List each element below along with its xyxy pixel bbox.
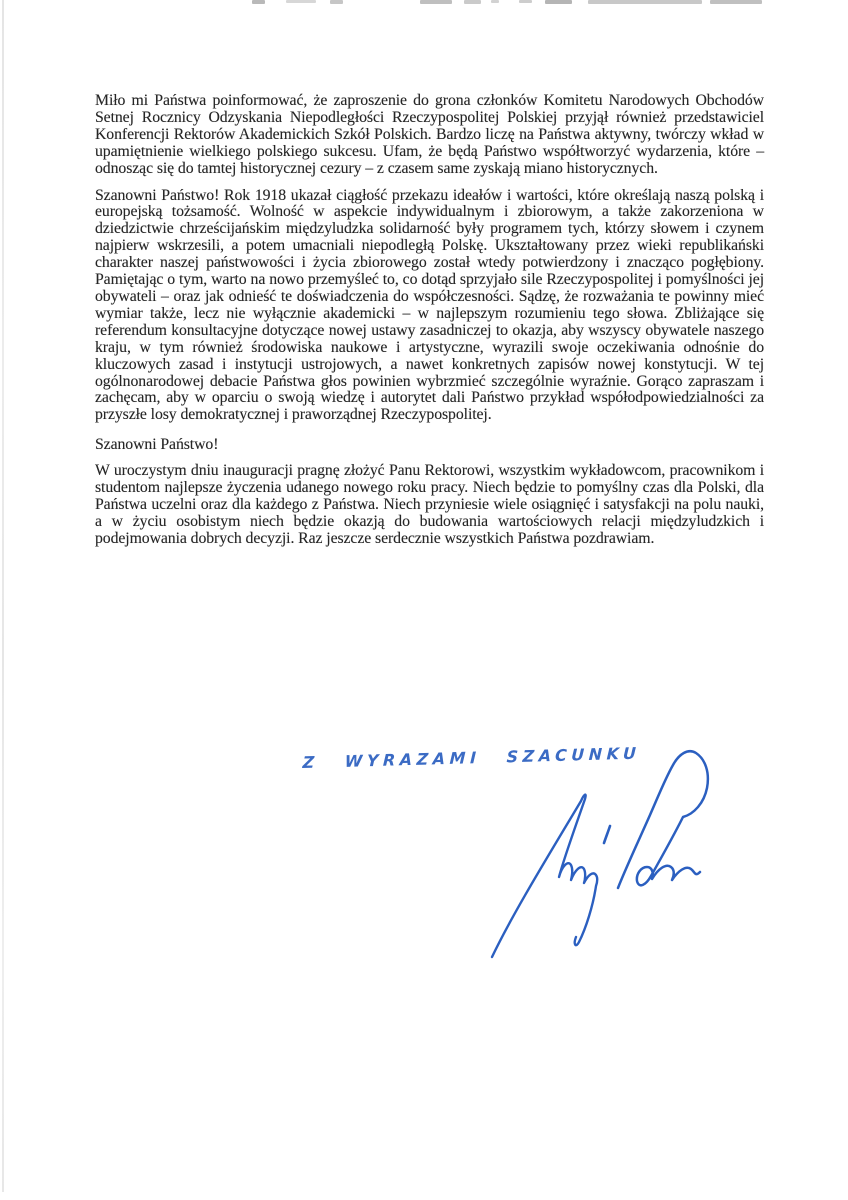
closing-handwritten-text: Z WYRAZAMI SZACUNKU: [302, 743, 641, 773]
paragraph-1918-values: Szanowni Państwo! Rok 1918 ukazał ciągłość przekazu ideałów i wartości, które określają naszą polską i europejską tożsamość. Wolność w aspekcie indywidualnym i zbiorowym, a także zakorzeniona w dziedzictwie chrześcijańskim międzyludzka solidarność były programem tych, którzy słowem i czynem najpierw wskrzesili, a potem umacniali niepodległą Polskę. Ukształtowany przez wieki republikański charakter naszej państwowości i życia zbiorowego został wtedy potwierdzony i znacząco pogłębiony. Pamiętając o tym, warto na nowo przemyśleć to, co dotąd sprzyjało sile Rzeczypospolitej i pomyślności jej obywateli – oraz jak odnieść te doświadczenia do współczesności. Sądzę, że rozważania te powinny mieć wymiar także, lecz nie wyłącznie akademicki – w najlepszym rozumieniu tego słowa. Zbliżające się referendum konsultacyjne dotyczące nowej ustawy zasadniczej to okazja, aby wszyscy obywatele naszego kraju, w tym również środowiska naukowe i artystyczne, wyrazili swoje oczekiwania odnośnie do kluczowych zasad i instytucji ustrojowych, a nawet konkretnych zapisów nowej konstytucji. W tej ogólnonarodowej debacie Państwa głos powinien wybrzmieć szczególnie wyraźnie. Gorąco zapraszam i zachęcam, aby w oparciu o swoją wiedzę i autorytet dali Państwo przykład współodpowiedzialności za przyszłe losy demokratycznej i praworządnej Rzeczypospolitej.: [95, 186, 764, 424]
salutation: Szanowni Państwo!: [95, 436, 219, 454]
letter-body: [95, 93, 764, 558]
paragraph-wishes: W uroczystym dniu inauguracji pragnę złożyć Panu Rektorowi, wszystkim wykładowcom, pracownikom i studentom najlepsze życzenia udanego nowego roku pracy. Niech będzie to pomyślny czas dla Polski, dla Państwa uczelni oraz dla każdego z Państwa. Niech przyniesie wiele osiągnięć i satysfakcji na polu nauki, a w życiu osobistym niech będzie okazją do budowania wartościowych relacji międzyludzkich i podejmowania dobrych decyzji. Raz jeszcze serdecznie wszystkich Państwa pozdrawiam.: [95, 462, 764, 547]
signature-strokes: [455, 748, 755, 973]
scan-top-artifact: [0, 0, 848, 8]
signature: [455, 748, 755, 973]
scan-edge-artifact: [2, 0, 4, 1192]
paragraph-invitation: Miło mi Państwa poinformować, że zaproszenie do grona członków Komitetu Narodowych Obchodów Setnej Rocznicy Odzyskania Niepodległości Rzeczypospolitej Polskiej przyjął również przedstawiciel Konferencji Rektorów Akademickich Szkół Polskich. Bardzo liczę na Państwa aktywny, twórczy wkład w upamiętnienie wielkiego polskiego sukcesu. Ufam, że będą Państwo współtworzyć wydarzenia, które – odnosząc się do tamtej historycznej cezury – z czasem same zyskają miano historycznych.: [95, 92, 764, 177]
